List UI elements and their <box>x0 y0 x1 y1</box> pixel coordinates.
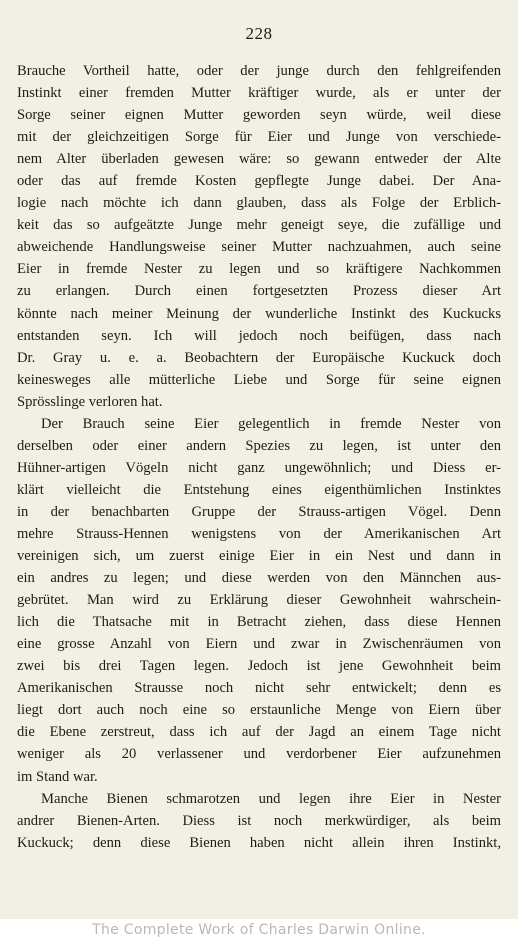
text-line: abweichende Handlungsweise seiner Mutter nachzuahmen, auch seine <box>17 239 501 256</box>
text-line: keit das so aufgeätzte Junge mehr geneigt seye, die zufällige und <box>17 217 501 234</box>
text-line: andrer Bienen-Arten. Diess ist noch merkwürdiger, als beim <box>17 812 501 829</box>
text-line: Brauche Vortheil hatte, oder der junge durch den fehlgreifenden <box>17 63 501 79</box>
text-line: lich die Thatsache mit in Betracht ziehen, dass diese Hennen <box>17 614 501 631</box>
text-line: Manche Bienen schmarotzen und legen ihre Eier in Nester <box>41 790 501 807</box>
text-line: ein andres zu legen; und diese werden von den Männchen aus- <box>17 570 501 587</box>
text-line: weniger als 20 verlassener und verdorbener Eier aufzunehmen <box>17 746 501 763</box>
paragraph-1 <box>17 60 501 413</box>
text-line: Instinkt einer fremden Mutter kräftiger wurde, als er unter der <box>17 85 501 102</box>
text-line: könnte nach meiner Meinung der wunderliche Instinkt des Kuckucks <box>17 305 501 322</box>
text-line: keinesweges alle mütterliche Liebe und Sorge für seine eignen <box>17 371 501 388</box>
text-line: Sorge seiner eignen Mutter geworden seyn würde, weil diese <box>17 107 501 124</box>
page-number: 228 <box>245 24 273 43</box>
paragraph-3 <box>17 788 501 854</box>
text-line: die Ebene zerstreut, dass ich auf der Jagd an einem Tage nicht <box>17 724 501 741</box>
text-line: Sprösslinge verloren hat. <box>17 393 163 410</box>
text-line: Amerikanischen Strausse noch nicht sehr entwickelt; denn es <box>17 680 501 697</box>
text-line: zwei bis drei Tagen legen. Jedoch ist jene Gewohnheit beim <box>17 658 501 675</box>
text-line: logie nach möchte ich dann glauben, dass als Folge der Erblich- <box>17 195 501 212</box>
text-line: Hühner-artigen Vögeln nicht ganz ungewöhnlich; und Diess er- <box>17 459 501 476</box>
text-line: entstanden seyn. Ich will jedoch noch beifügen, dass nach <box>17 327 501 344</box>
body-text <box>17 60 501 854</box>
text-line: Dr. Gray u. e. a. Beobachtern der Europäische Kuckuck doch <box>17 349 501 366</box>
source-credit: The Complete Work of Charles Darwin Online. <box>0 919 518 941</box>
text-line: liegt dort auch noch eine so erstaunliche Menge von Eiern über <box>17 702 501 719</box>
text-line: zu erlangen. Durch einen fortgesetzten Prozess dieser Art <box>17 283 501 300</box>
text-line: Kuckuck; denn diese Bienen haben nicht allein ihren Instinkt, <box>17 834 501 851</box>
text-line: eine grosse Anzahl von Eiern und zwar in Zwischenräumen von <box>17 636 501 653</box>
text-line: Der Brauch seine Eier gelegentlich in fremde Nester von <box>41 415 501 432</box>
text-line: nem Alter überladen gewesen wäre: so gewann entweder der Alte <box>17 151 501 168</box>
text-line: Eier in fremde Nester zu legen und so kräftigere Nachkommen <box>17 261 501 278</box>
paragraph-2 <box>17 413 501 788</box>
text-line: mehre Strauss-Hennen wenigstens von der Amerikanischen Art <box>17 525 501 542</box>
text-line: vereinigen sich, um zuerst einige Eier in ein Nest und dann in <box>17 548 501 565</box>
text-line: klärt vielleicht die Entstehung eines eigenthümlichen Instinktes <box>17 481 501 498</box>
text-line: in der benachbarten Gruppe der Strauss-artigen Vögel. Denn <box>17 503 501 520</box>
text-line: mit der gleichzeitigen Sorge für Eier und Junge von verschiede- <box>17 129 501 146</box>
text-line: oder das auf fremde Kosten gepflegte Junge dabei. Der Ana- <box>17 173 501 190</box>
text-line: gebrütet. Man wird zu Erklärung dieser Gewohnheit wahrschein- <box>17 592 501 609</box>
text-line: derselben oder einer andern Spezies zu legen, ist unter den <box>17 437 501 454</box>
text-line: im Stand war. <box>17 768 98 785</box>
